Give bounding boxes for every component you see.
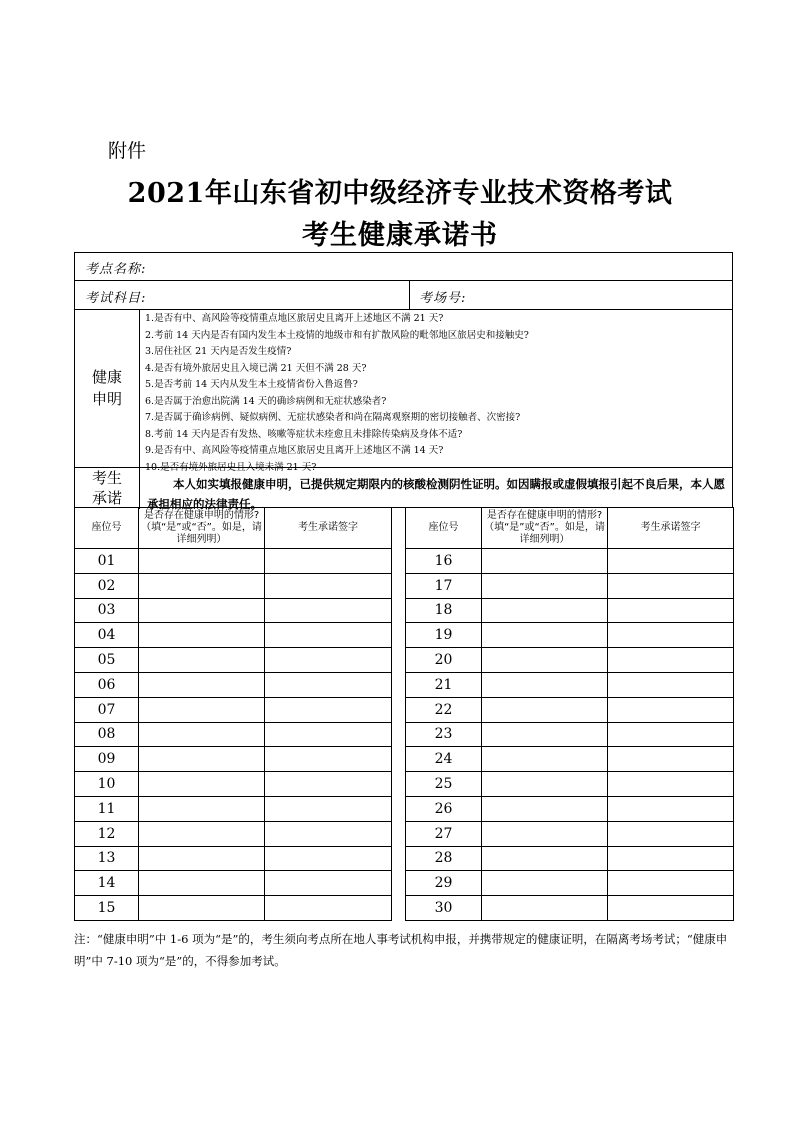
seat-number: 01: [75, 549, 139, 574]
health-status-cell[interactable]: [139, 772, 265, 797]
health-status-cell[interactable]: [482, 648, 608, 673]
signature-cell[interactable]: [608, 772, 734, 797]
table-row: [75, 722, 392, 747]
health-item: 6.是否属于治愈出院满 14 天的确诊病例和无症状感染者?: [145, 395, 387, 407]
seat-number: 26: [406, 796, 482, 821]
health-status-cell[interactable]: [482, 697, 608, 722]
table-row: [406, 846, 734, 871]
health-declaration-row: [75, 310, 732, 473]
seat-header: 座位号: [75, 508, 139, 549]
subject-label: 考试科目:: [85, 291, 147, 306]
promise-title-line2: 承诺: [91, 489, 122, 507]
signature-cell[interactable]: [608, 747, 734, 772]
health-status-cell[interactable]: [139, 648, 265, 673]
health-item: 7.是否属于确诊病例、疑似病例、无症状感染者和尚在隔离观察期的密切接触者、次密接?: [145, 412, 521, 423]
health-status-cell[interactable]: [482, 722, 608, 747]
signature-cell[interactable]: [265, 598, 392, 623]
table-row: [75, 871, 392, 896]
health-item: 1.是否有中、高风险等疫情重点地区旅居史且离开上述地区不满 21 天?: [145, 313, 444, 324]
health-status-cell[interactable]: [139, 896, 265, 921]
health-status-cell[interactable]: [482, 896, 608, 921]
health-item: 2.考前 14 天内是否有国内发生本土疫情的地级市和有扩散风险的毗邻地区旅居史和接触史?: [145, 329, 529, 341]
table-row: [75, 598, 392, 623]
seat-table-right: [405, 507, 734, 921]
table-header-row: [75, 508, 392, 549]
health-status-cell[interactable]: [139, 722, 265, 747]
table-row: [406, 796, 734, 821]
health-status-cell[interactable]: [482, 623, 608, 648]
signature-cell[interactable]: [265, 573, 392, 598]
table-row: [75, 648, 392, 673]
seat-number: 29: [406, 871, 482, 896]
health-status-cell[interactable]: [482, 747, 608, 772]
table-header-row: [406, 508, 734, 549]
seat-number: 25: [406, 772, 482, 797]
health-status-cell[interactable]: [139, 747, 265, 772]
signature-cell[interactable]: [265, 772, 392, 797]
seat-number: 08: [75, 722, 139, 747]
table-row: [406, 772, 734, 797]
seat-number: 17: [406, 573, 482, 598]
table-row: [75, 672, 392, 697]
signature-cell[interactable]: [608, 722, 734, 747]
signature-cell[interactable]: [265, 648, 392, 673]
signature-cell[interactable]: [608, 871, 734, 896]
signature-cell[interactable]: [608, 846, 734, 871]
seat-number: 05: [75, 648, 139, 673]
seat-number: 24: [406, 747, 482, 772]
seat-number: 21: [406, 672, 482, 697]
signature-cell[interactable]: [608, 598, 734, 623]
table-row: [406, 747, 734, 772]
signature-cell[interactable]: [608, 573, 734, 598]
site-name-row: [75, 253, 732, 281]
seat-number: 12: [75, 821, 139, 846]
promise-text: 本人如实填报健康申明，已提供规定期限内的核酸检测阴性证明。如因瞒报或虚假填报引起不良后果，本人愿承担相应的法律责任。: [147, 477, 725, 511]
table-row: [75, 846, 392, 871]
signature-header: 考生承诺签字: [265, 508, 392, 549]
health-status-cell[interactable]: [139, 821, 265, 846]
site-name-label: 考点名称:: [85, 262, 147, 277]
health-divider: [139, 310, 140, 467]
seat-number: 06: [75, 672, 139, 697]
health-status-cell[interactable]: [482, 796, 608, 821]
signature-cell[interactable]: [608, 821, 734, 846]
seat-number: 03: [75, 598, 139, 623]
subject-divider: [409, 281, 410, 309]
seat-table-left: [74, 507, 392, 921]
signature-cell[interactable]: [608, 549, 734, 574]
health-status-cell[interactable]: [482, 821, 608, 846]
table-row: [406, 598, 734, 623]
seat-number: 07: [75, 697, 139, 722]
signature-cell[interactable]: [265, 672, 392, 697]
signature-cell[interactable]: [265, 623, 392, 648]
health-item: 8.考前 14 天内是否有发热、咳嗽等症状未痊愈且未排除传染病及身体不适?: [145, 428, 463, 440]
table-row: [75, 549, 392, 574]
health-status-cell[interactable]: [139, 623, 265, 648]
seat-number: 18: [406, 598, 482, 623]
seat-number: 20: [406, 648, 482, 673]
attachment-label: 附件: [108, 140, 147, 162]
seat-number: 28: [406, 846, 482, 871]
table-row: [406, 549, 734, 574]
signature-cell[interactable]: [265, 796, 392, 821]
signature-cell[interactable]: [608, 672, 734, 697]
seat-number: 19: [406, 623, 482, 648]
health-item: 5.是否考前 14 天内从发生本土疫情省份入鲁返鲁?: [145, 379, 358, 390]
health-status-cell[interactable]: [139, 598, 265, 623]
table-row: [75, 821, 392, 846]
health-status-cell[interactable]: [139, 549, 265, 574]
seat-number: 22: [406, 697, 482, 722]
table-row: [406, 672, 734, 697]
seat-number: 27: [406, 821, 482, 846]
signature-cell[interactable]: [265, 821, 392, 846]
table-row: [75, 697, 392, 722]
health-status-cell[interactable]: [139, 697, 265, 722]
seat-number: 11: [75, 796, 139, 821]
signature-cell[interactable]: [265, 722, 392, 747]
seat-number: 13: [75, 846, 139, 871]
health-status-cell[interactable]: [482, 549, 608, 574]
promise-row: [75, 468, 732, 509]
health-item: 10.是否有境外旅居史且入境未满 21 天?: [145, 461, 317, 473]
signature-cell[interactable]: [608, 697, 734, 722]
promise-divider: [139, 468, 140, 509]
signature-cell[interactable]: [608, 796, 734, 821]
health-status-cell[interactable]: [482, 871, 608, 896]
health-status-cell[interactable]: [139, 796, 265, 821]
document-title: 2021年山东省初中级经济专业技术资格考试: [127, 178, 673, 209]
table-row: [75, 623, 392, 648]
health-item: 3.居住社区 21 天内是否发生疫情?: [145, 346, 292, 357]
signature-cell[interactable]: [608, 648, 734, 673]
table-row: [75, 796, 392, 821]
signature-header: 考生承诺签字: [608, 508, 734, 549]
health-status-cell[interactable]: [482, 598, 608, 623]
table-row: [406, 623, 734, 648]
table-row: [406, 648, 734, 673]
health-title-line2: 申明: [91, 390, 122, 408]
signature-cell[interactable]: [608, 623, 734, 648]
health-status-cell[interactable]: [482, 772, 608, 797]
health-status-header: 是否存在健康申明的情形?（填“是”或“否”。如是，请详细列明）: [139, 508, 265, 549]
health-status-cell[interactable]: [139, 846, 265, 871]
signature-cell[interactable]: [265, 896, 392, 921]
health-title: [75, 366, 139, 410]
seat-number: 30: [406, 896, 482, 921]
table-row: [406, 821, 734, 846]
seat-number: 02: [75, 573, 139, 598]
health-status-header: 是否存在健康申明的情形?（填“是”或“否”。如是，请详细列明）: [482, 508, 608, 549]
subject-row: [75, 281, 732, 310]
seat-number: 09: [75, 747, 139, 772]
signature-cell[interactable]: [608, 896, 734, 921]
health-item: 9.是否有中、高风险等疫情重点地区旅居史且离开上述地区不满 14 天?: [145, 445, 444, 456]
table-row: [406, 697, 734, 722]
seat-number: 16: [406, 549, 482, 574]
table-row: [406, 722, 734, 747]
health-status-cell[interactable]: [139, 573, 265, 598]
signature-cell[interactable]: [265, 549, 392, 574]
promise-title: [75, 468, 139, 508]
health-status-cell[interactable]: [482, 672, 608, 697]
promise-title-line1: 考生: [91, 469, 122, 487]
table-row: [406, 871, 734, 896]
table-row: [406, 896, 734, 921]
signature-cell[interactable]: [265, 846, 392, 871]
signature-cell[interactable]: [265, 747, 392, 772]
seat-header: 座位号: [406, 508, 482, 549]
seat-number: 15: [75, 896, 139, 921]
seat-number: 10: [75, 772, 139, 797]
health-status-cell[interactable]: [139, 672, 265, 697]
seat-number: 23: [406, 722, 482, 747]
signature-cell[interactable]: [265, 871, 392, 896]
table-row: [75, 747, 392, 772]
form-box: [74, 252, 733, 511]
table-row: [75, 896, 392, 921]
signature-cell[interactable]: [265, 697, 392, 722]
seat-number: 04: [75, 623, 139, 648]
table-row: [406, 573, 734, 598]
table-row: [75, 573, 392, 598]
table-row: [75, 772, 392, 797]
health-status-cell[interactable]: [482, 573, 608, 598]
document-subtitle: 考生健康承诺书: [302, 220, 498, 251]
footnote: 注：“健康申明”中 1-6 项为“是”的，考生须向考点所在地人事考试机构申报，并携带规定的健康证明，在隔离考场考试；“健康申明”中 7-10 项为“是”的，不得参加考试。: [74, 932, 728, 968]
seat-number: 14: [75, 871, 139, 896]
health-title-line1: 健康: [91, 368, 122, 386]
health-status-cell[interactable]: [482, 846, 608, 871]
room-label: 考场号:: [419, 291, 467, 306]
health-item: 4.是否有境外旅居史且入境已满 21 天但不满 28 天?: [145, 362, 367, 374]
health-items: [145, 311, 529, 476]
health-status-cell[interactable]: [139, 871, 265, 896]
